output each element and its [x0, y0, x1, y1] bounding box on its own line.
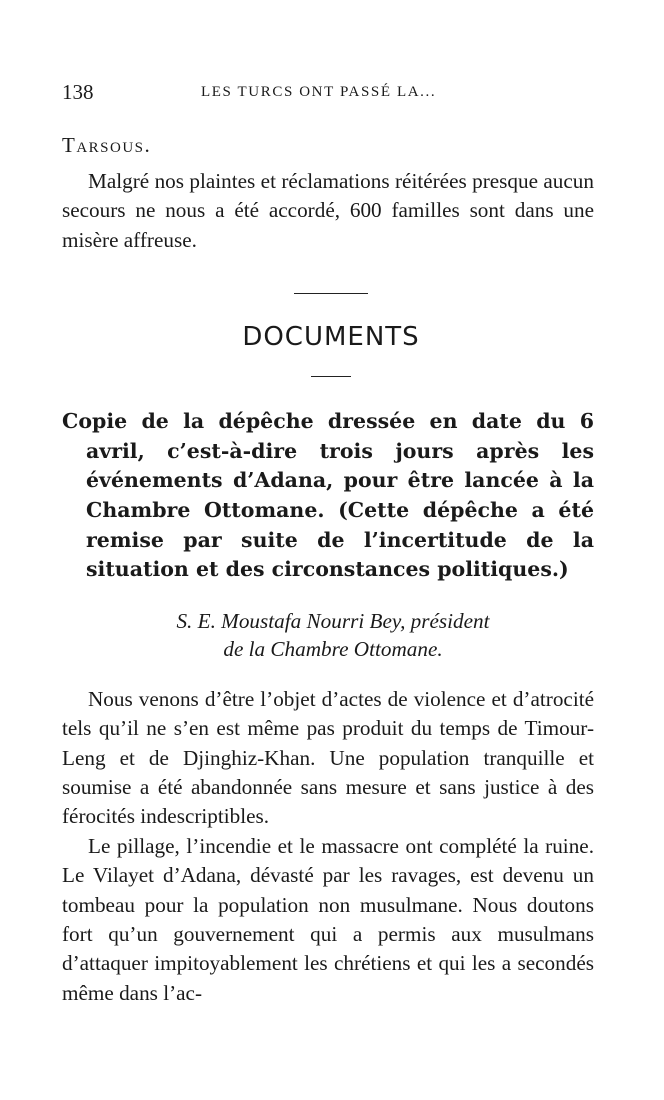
document-header: Copie de la dépêche dressée en date du 6 avril, c’est-à-dire trois jours après les événements d’Adana, pour être lancée à la Chambre Ottomane. (Cette dépêche a été remise par suite de l’incertitude de la situation et des circonstances politiques.)	[62, 409, 594, 582]
book-page	[62, 72, 594, 1008]
place-heading: Tarsous.	[62, 133, 152, 157]
section-title-underline	[311, 376, 351, 377]
address-line-2: de la Chambre Ottomane.	[223, 636, 443, 661]
tarsous-paragraph: Malgré nos plaintes et réclamations réitérées presque aucun secours ne nous a été accordé, 600 familles sont dans une misère affreuse.	[62, 169, 594, 252]
section-divider-rule	[294, 293, 368, 294]
section-title: DOCUMENTS	[242, 322, 420, 353]
body-paragraph-1: Nous venons d’être l’objet d’actes de violence et d’atrocité tels qu’il ne s’en est même pas produit du temps de Timour-Leng et de Djinghiz-Khan. Une population tranquille et soumise a été abandonnée sans mesure et sans justice à des férocités indescriptibles.	[62, 686, 594, 829]
body-paragraph-2: Le pillage, l’incendie et le massacre ont complété la ruine. Le Vilayet d’Adana, dévasté par les ravages, est devenu un tombeau pour la population non musulmane. Nous doutons fort qu’un gouvernement qui a permis aux musulmans d’attaquer impitoyablement les chrétiens et qui les a secondés même dans l’ac-	[62, 833, 594, 1005]
running-head	[62, 72, 594, 106]
running-title: LES TURCS ONT PASSÉ LA...	[201, 84, 437, 100]
address-line-1: S. E. Moustafa Nourri Bey, président	[176, 608, 490, 633]
address-block	[62, 607, 594, 663]
page-number: 138	[62, 80, 94, 104]
